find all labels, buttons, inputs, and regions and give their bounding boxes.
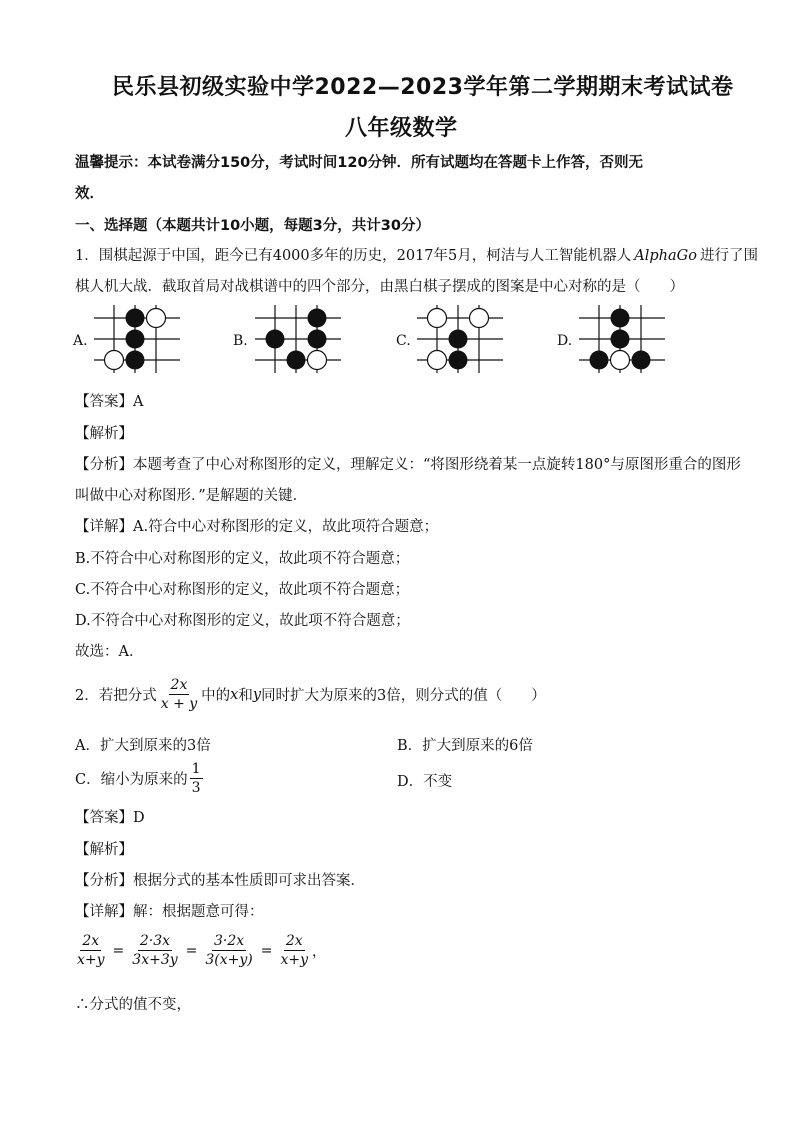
q2-var-y: y — [252, 686, 262, 703]
q2-fraction-den: x + y — [160, 696, 198, 712]
section-header: 一、选择题（本题共计10小题，每题3分，共计30分） — [75, 218, 430, 234]
q2-stem-b: 中的 — [201, 688, 231, 704]
q1-detail-line1: 【详解】A.符合中心对称图形的定义，故此项符合题意； — [75, 519, 439, 535]
q1-option-c-figure — [415, 303, 505, 375]
q1-option-b-figure — [253, 303, 343, 375]
q1-stem-line2: 棋人机大战．截取首局对战棋谱中的四个部分，由黑白棋子摆成的图案是中心对称的是（ ） — [75, 279, 684, 295]
q1-option-b-label: B. — [233, 333, 248, 349]
q2-option-d: D．不变 — [397, 774, 453, 790]
q2-fenxi: 【分析】根据分式的基本性质即可求出答案． — [75, 873, 365, 889]
page-subtitle: 八年级数学 — [345, 116, 458, 141]
eq-sign-3: = — [260, 942, 273, 959]
notice-line1: 本试卷满分150分，考试时间120分钟．所有试题均在答题卡上作答，否则无 — [147, 155, 644, 171]
q1-detail-line3: C.不符合中心对称图形的定义，故此项不符合题意； — [75, 582, 410, 598]
q1-option-a-label: A. — [73, 333, 88, 349]
eq-frac-2-num: 2·3x — [139, 933, 171, 949]
q2-detail: 【详解】解：根据题意可得： — [75, 904, 264, 920]
q2-option-c-fraction — [190, 760, 203, 797]
q1-answer: 【答案】A — [75, 394, 144, 410]
eq-frac-1-num: 2x — [82, 933, 100, 949]
q1-stem-a: 1．围棋起源于中国，距今已有4000多年的历史，2017年5月，柯洁与人工智能机器人 — [75, 248, 632, 264]
q1-option-d-figure — [577, 303, 667, 375]
q1-option-a-figure — [92, 303, 182, 375]
eq-frac-1 — [75, 932, 107, 969]
q2-and: 和 — [238, 688, 253, 704]
eq-frac-1-den: x+y — [77, 952, 105, 968]
notice-line2: 效． — [75, 186, 104, 202]
q2-stem-a: 2．若把分式 — [75, 688, 157, 704]
q2-analysis-label: 【解析】 — [75, 842, 133, 858]
eq-frac-2 — [130, 932, 179, 969]
q1-conclusion: 故选：A． — [75, 644, 144, 660]
eq-frac-3-den: 3(x+y) — [205, 952, 253, 968]
eq-frac-3-num: 3·2x — [213, 933, 245, 949]
eq-frac-2-den: 3x+3y — [132, 952, 178, 968]
q2-option-b: B．扩大到原来的6倍 — [397, 738, 533, 754]
eq-comma: ， — [312, 943, 327, 960]
notice-label: 温馨提示： — [75, 155, 148, 171]
q2-option-c — [75, 760, 205, 797]
q1-fenxi-line1: 【分析】本题考查了中心对称图形的定义，理解定义：“将图形绕着某一点旋转180°与原图形重合的图形 — [75, 457, 741, 473]
q2-fraction-num: 2x — [170, 677, 188, 693]
eq-sign-2: = — [185, 942, 198, 959]
eq-frac-3 — [203, 932, 254, 969]
q2-option-c-num: 1 — [191, 761, 201, 777]
q2-answer: 【答案】D — [75, 810, 145, 826]
q1-stem-b: 进行了围 — [699, 248, 758, 264]
q1-option-d-label: D. — [557, 333, 573, 349]
q1-analysis-label: 【解析】 — [75, 426, 133, 442]
q1-fenxi-line2: 叫做中心对称图形．”是解题的关键． — [75, 488, 308, 504]
q2-stem — [75, 676, 546, 713]
eq-frac-4-den: x+y — [280, 952, 309, 968]
q1-detail-line4: D.不符合中心对称图形的定义，故此项不符合题意； — [75, 613, 410, 629]
page-title: 民乐县初级实验中学2022—2023学年第二学期期末考试试卷 — [112, 75, 734, 100]
q2-stem-c: 同时扩大为原来的3倍，则分式的值（ ） — [261, 688, 546, 704]
q1-option-c-label: C. — [396, 333, 411, 349]
q1-stem-line1 — [75, 244, 758, 265]
q2-option-c-text: C．缩小为原来的 — [75, 772, 188, 788]
q1-stem-italic: AlphaGo — [634, 248, 697, 264]
q1-detail-line2: B.不符合中心对称图形的定义，故此项不符合题意； — [75, 551, 410, 567]
q2-option-c-den: 3 — [191, 780, 201, 796]
eq-frac-4 — [278, 932, 310, 969]
notice — [75, 151, 643, 172]
q2-option-a: A．扩大到原来的3倍 — [75, 738, 211, 754]
q2-var-x: x — [230, 686, 239, 703]
q2-equation — [73, 932, 326, 969]
q2-fraction — [159, 676, 199, 713]
eq-sign-1: = — [112, 942, 125, 959]
q2-therefore: ∴分式的值不变， — [75, 997, 191, 1013]
eq-frac-4-num: 2x — [285, 933, 303, 949]
